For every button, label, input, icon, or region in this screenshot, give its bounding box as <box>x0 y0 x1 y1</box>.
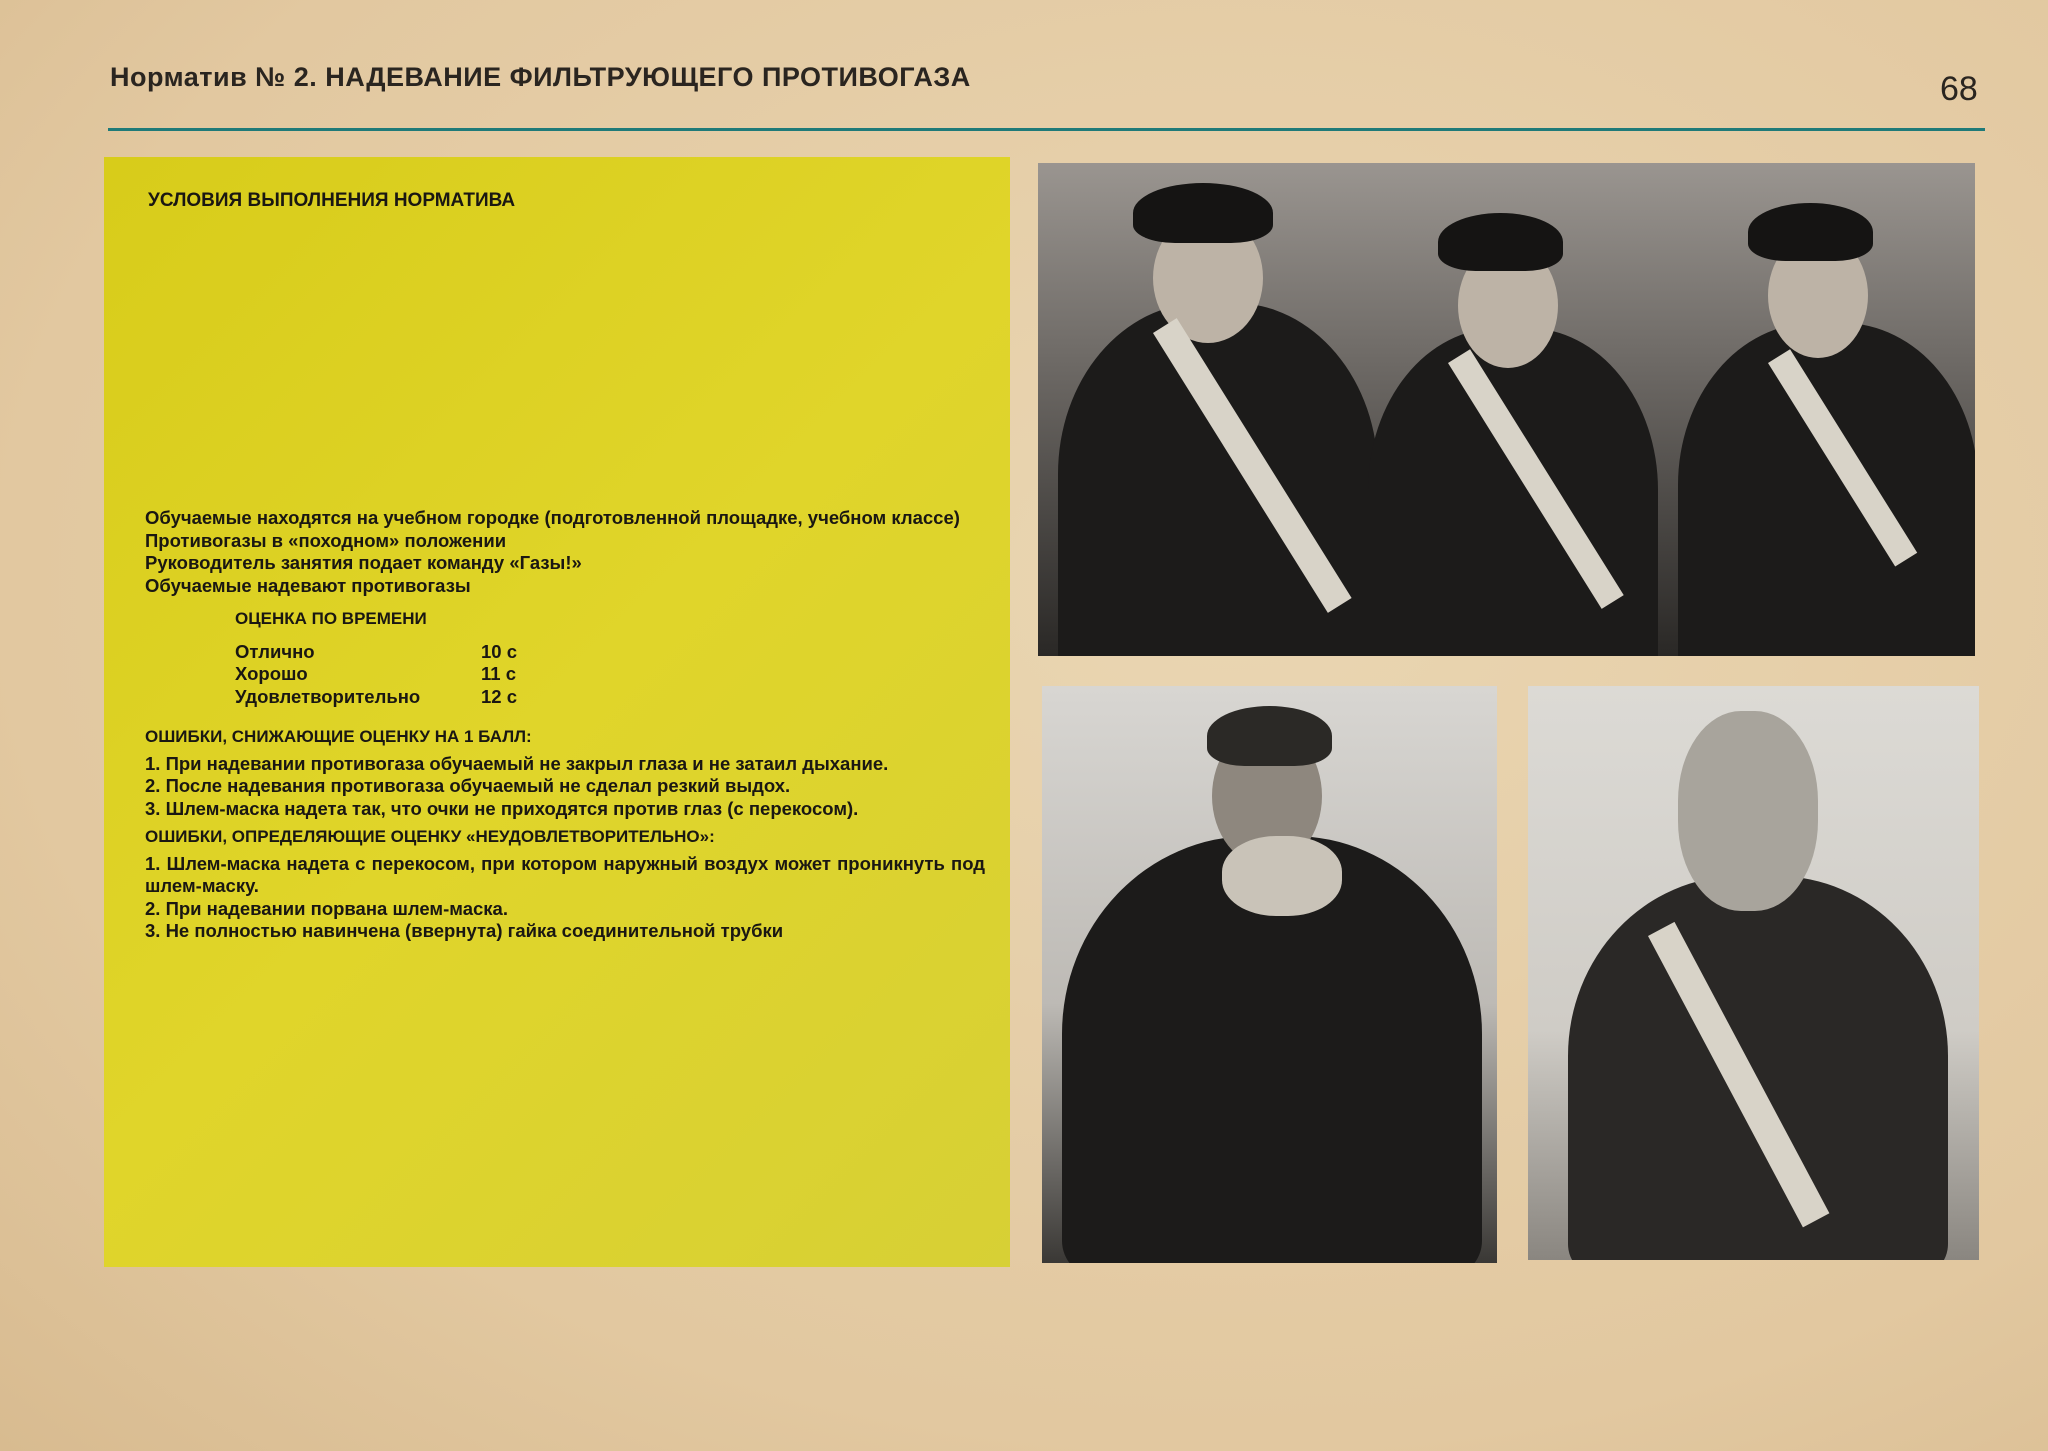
error-item: 3. Не полностью навинчена (ввернута) гайка соединительной трубки <box>145 920 784 941</box>
grading-row <box>235 641 985 664</box>
photo-putting-on-mask <box>1042 686 1497 1263</box>
condition-line: Обучаемые надевают противогазы <box>145 574 471 596</box>
grade-label: Хорошо <box>235 663 308 684</box>
grading-row <box>235 686 985 709</box>
error-item: 3. Шлем-маска надета так, что очки не приходятся против глаз (с перекосом). <box>145 797 859 819</box>
error-item: 1. При надевании противогаза обучаемый не закрыл глаза и не затаил дыхание. <box>145 752 889 774</box>
grade-time: 11 с <box>481 663 516 684</box>
error-item: 2. При надевании порвана шлем-маска. <box>145 897 508 919</box>
errors-minus-one-title: ОШИБКИ, СНИЖАЮЩИЕ ОЦЕНКУ НА 1 БАЛЛ: <box>145 727 532 746</box>
grade-time: 12 с <box>481 685 518 707</box>
conditions-title: УСЛОВИЯ ВЫПОЛНЕНИЯ НОРМАТИВА <box>148 190 516 211</box>
grading-row <box>235 663 985 686</box>
photo-mask-on <box>1528 686 1979 1260</box>
error-item: 2. После надевания противогаза обучаемый не сделал резкий выдох. <box>145 775 791 796</box>
condition-line: Обучаемые находятся на учебном городке (подготовленной площадке, учебном классе) <box>145 507 960 528</box>
grade-label: Удовлетворительно <box>235 685 421 707</box>
page-title: Норматив № 2. НАДЕВАНИЕ ФИЛЬТРУЮЩЕГО ПРОТИВОГАЗА <box>110 62 971 92</box>
page-number: 68 <box>1940 70 1978 108</box>
grading-title: ОЦЕНКА ПО ВРЕМЕНИ <box>235 609 427 628</box>
condition-line: Руководитель занятия подает команду «Газы!» <box>145 552 582 573</box>
error-item: 1. Шлем-маска надета с перекосом, при котором наружный воздух может проникнуть под шлем-маску. <box>145 852 985 896</box>
photo-three-soldiers <box>1038 163 1975 656</box>
conditions-panel <box>104 157 1010 1267</box>
header-divider <box>108 128 1985 131</box>
errors-fail-title: ОШИБКИ, ОПРЕДЕЛЯЮЩИЕ ОЦЕНКУ «НЕУДОВЛЕТВОРИТЕЛЬНО»: <box>145 827 715 846</box>
condition-line: Противогазы в «походном» положении <box>145 529 507 551</box>
grade-time: 10 с <box>481 640 518 662</box>
grading-table <box>235 608 985 708</box>
conditions-body <box>145 507 985 943</box>
grade-label: Отлично <box>235 640 315 662</box>
